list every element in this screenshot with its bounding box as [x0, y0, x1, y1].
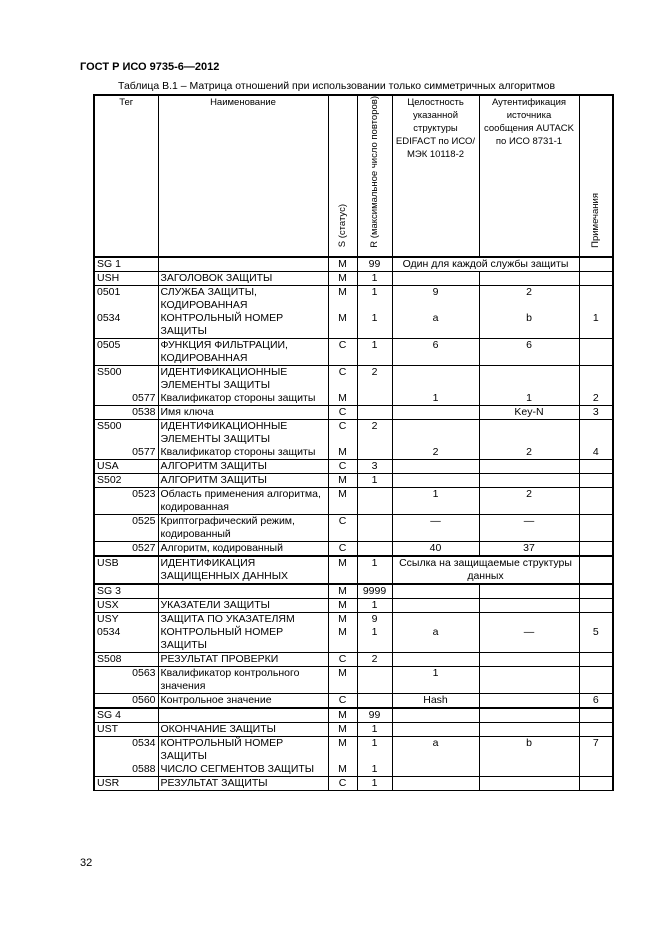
table-row: [94, 626, 613, 653]
auth-cell: [479, 652, 579, 666]
status-cell: M: [328, 446, 357, 460]
integrity-cell: [392, 459, 479, 473]
integrity-cell: [392, 763, 479, 777]
repeat-cell: [357, 514, 392, 541]
status-cell: M: [328, 556, 357, 584]
repeat-cell: [357, 666, 392, 693]
tag-cell: S502: [94, 473, 158, 487]
auth-cell: 1: [479, 392, 579, 406]
name-cell: Область применения алгоритма, кодированная: [158, 487, 328, 514]
name-cell: Квалификатор контрольного значения: [158, 666, 328, 693]
integrity-cell: 1: [392, 666, 479, 693]
auth-cell: [479, 666, 579, 693]
notes-cell: [579, 666, 613, 693]
name-cell: УКАЗАТЕЛИ ЗАЩИТЫ: [158, 598, 328, 612]
auth-cell: 2: [479, 487, 579, 514]
name-cell: Имя ключа: [158, 405, 328, 419]
repeat-cell: [357, 405, 392, 419]
name-cell: ОКОНЧАНИЕ ЗАЩИТЫ: [158, 722, 328, 736]
auth-cell: [479, 365, 579, 392]
status-cell: M: [328, 736, 357, 763]
status-cell: C: [328, 541, 357, 556]
col-repeat-header: [357, 95, 392, 257]
col-notes-label: Примечания: [590, 192, 602, 248]
integrity-cell: a: [392, 736, 479, 763]
tag-cell: 0560: [94, 693, 158, 708]
status-cell: C: [328, 365, 357, 392]
integrity-cell: [392, 419, 479, 446]
integrity-cell: 9: [392, 285, 479, 312]
tag-cell: 0501: [94, 285, 158, 312]
integrity-cell: [392, 722, 479, 736]
status-cell: M: [328, 584, 357, 599]
tag-cell: 0534: [94, 736, 158, 763]
notes-cell: [579, 598, 613, 612]
document-header: ГОСТ Р ИСО 9735-6—2012: [80, 61, 220, 73]
auth-cell: [479, 612, 579, 626]
repeat-cell: 3: [357, 459, 392, 473]
repeat-cell: 1: [357, 736, 392, 763]
tag-cell: 0534: [94, 626, 158, 653]
tag-cell: SG 1: [94, 257, 158, 272]
tag-cell: S508: [94, 652, 158, 666]
name-cell: [158, 708, 328, 723]
tag-cell: USA: [94, 459, 158, 473]
notes-cell: [579, 459, 613, 473]
auth-cell: [479, 419, 579, 446]
table-row: [94, 285, 613, 312]
name-cell: ИДЕНТИФИКАЦИОННЫЕ ЭЛЕМЕНТЫ ЗАЩИТЫ: [158, 365, 328, 392]
table-row: [94, 666, 613, 693]
table-row: [94, 312, 613, 339]
status-cell: C: [328, 776, 357, 790]
tag-cell: USX: [94, 598, 158, 612]
repeat-cell: 1: [357, 598, 392, 612]
tag-cell: 0577: [94, 392, 158, 406]
tag-cell: S500: [94, 365, 158, 392]
name-cell: ЧИСЛО СЕГМЕНТОВ ЗАЩИТЫ: [158, 763, 328, 777]
repeat-cell: 99: [357, 257, 392, 272]
table-caption: Таблица В.1 – Матрица отношений при использовании только симметричных алгоритмов: [118, 80, 556, 92]
repeat-cell: 2: [357, 365, 392, 392]
notes-cell: [579, 722, 613, 736]
tag-cell: USH: [94, 271, 158, 285]
col-repeat-label: R (максимальное число повторов): [369, 96, 380, 248]
name-cell: АЛГОРИТМ ЗАЩИТЫ: [158, 473, 328, 487]
status-cell: C: [328, 419, 357, 446]
name-cell: Контрольное значение: [158, 693, 328, 708]
table-row: [94, 365, 613, 392]
notes-cell: [579, 541, 613, 556]
repeat-cell: 2: [357, 652, 392, 666]
col-name-header: Наименование: [158, 95, 328, 257]
tag-cell: SG 4: [94, 708, 158, 723]
notes-cell: [579, 419, 613, 446]
integrity-cell: —: [392, 514, 479, 541]
table-row: [94, 541, 613, 556]
repeat-cell: 1: [357, 556, 392, 584]
integrity-cell: a: [392, 626, 479, 653]
auth-cell: 2: [479, 446, 579, 460]
repeat-cell: [357, 392, 392, 406]
tag-cell: 0527: [94, 541, 158, 556]
table-row: [94, 736, 613, 763]
table-row: [94, 271, 613, 285]
notes-cell: [579, 652, 613, 666]
repeat-cell: 1: [357, 285, 392, 312]
tag-cell: SG 3: [94, 584, 158, 599]
name-cell: СЛУЖБА ЗАЩИТЫ, КОДИРОВАННАЯ: [158, 285, 328, 312]
name-cell: КОНТРОЛЬНЫЙ НОМЕР ЗАЩИТЫ: [158, 312, 328, 339]
status-cell: C: [328, 459, 357, 473]
name-cell: КОНТРОЛЬНЫЙ НОМЕР ЗАЩИТЫ: [158, 626, 328, 653]
name-cell: Алгоритм, кодированный: [158, 541, 328, 556]
auth-cell: 2: [479, 285, 579, 312]
tag-cell: 0577: [94, 446, 158, 460]
tag-cell: 0505: [94, 338, 158, 365]
integrity-cell: [392, 776, 479, 790]
integrity-cell: 6: [392, 338, 479, 365]
notes-cell: [579, 708, 613, 723]
status-cell: M: [328, 708, 357, 723]
notes-cell: [579, 584, 613, 599]
auth-cell: 6: [479, 338, 579, 365]
notes-cell: [579, 612, 613, 626]
repeat-cell: 1: [357, 722, 392, 736]
status-cell: M: [328, 722, 357, 736]
repeat-cell: 2: [357, 419, 392, 446]
col-notes-header: [579, 95, 613, 257]
auth-cell: [479, 598, 579, 612]
integrity-cell: 2: [392, 446, 479, 460]
auth-cell: 37: [479, 541, 579, 556]
status-cell: C: [328, 514, 357, 541]
repeat-cell: 9999: [357, 584, 392, 599]
status-cell: C: [328, 693, 357, 708]
name-cell: ЗАЩИТА ПО УКАЗАТЕЛЯМ: [158, 612, 328, 626]
tag-cell: USB: [94, 556, 158, 584]
notes-cell: [579, 257, 613, 272]
notes-cell: 5: [579, 626, 613, 653]
status-cell: M: [328, 473, 357, 487]
notes-cell: 3: [579, 405, 613, 419]
status-cell: M: [328, 626, 357, 653]
repeat-cell: [357, 487, 392, 514]
col-tag-header: Тег: [94, 95, 158, 257]
auth-cell: —: [479, 626, 579, 653]
name-cell: Квалификатор стороны защиты: [158, 446, 328, 460]
integrity-cell: [392, 271, 479, 285]
relationship-matrix-table: [93, 94, 614, 791]
repeat-cell: [357, 693, 392, 708]
table-row: [94, 693, 613, 708]
status-cell: C: [328, 338, 357, 365]
auth-cell: b: [479, 736, 579, 763]
table-row: [94, 257, 613, 272]
status-cell: C: [328, 405, 357, 419]
integrity-cell: [392, 652, 479, 666]
status-cell: M: [328, 312, 357, 339]
repeat-cell: 1: [357, 473, 392, 487]
status-cell: M: [328, 271, 357, 285]
table-row: [94, 392, 613, 406]
header-row: [94, 95, 613, 257]
repeat-cell: 1: [357, 338, 392, 365]
name-cell: КОНТРОЛЬНЫЙ НОМЕР ЗАЩИТЫ: [158, 736, 328, 763]
table-row: [94, 446, 613, 460]
table-row: [94, 419, 613, 446]
name-cell: РЕЗУЛЬТАТ ПРОВЕРКИ: [158, 652, 328, 666]
status-cell: M: [328, 285, 357, 312]
col-auth-header: Аутентификация источника сообщения AUTACK по ИСО 8731-1: [479, 95, 579, 257]
tag-cell: USY: [94, 612, 158, 626]
tag-cell: USR: [94, 776, 158, 790]
status-cell: M: [328, 666, 357, 693]
notes-cell: [579, 285, 613, 312]
notes-cell: 7: [579, 736, 613, 763]
table-row: [94, 473, 613, 487]
tag-cell: 0525: [94, 514, 158, 541]
table-row: [94, 776, 613, 790]
status-cell: M: [328, 392, 357, 406]
repeat-cell: 1: [357, 626, 392, 653]
repeat-cell: 99: [357, 708, 392, 723]
col-status-header: [328, 95, 357, 257]
integrity-cell: [392, 708, 479, 723]
tag-cell: 0534: [94, 312, 158, 339]
table-row: [94, 338, 613, 365]
notes-cell: [579, 514, 613, 541]
status-cell: C: [328, 652, 357, 666]
tag-cell: S500: [94, 419, 158, 446]
integrity-cell: [392, 365, 479, 392]
table-row: [94, 584, 613, 599]
notes-cell: 4: [579, 446, 613, 460]
repeat-cell: [357, 541, 392, 556]
notes-cell: [579, 338, 613, 365]
name-cell: ИДЕНТИФИКАЦИЯ ЗАЩИЩЕННЫХ ДАННЫХ: [158, 556, 328, 584]
table-row: [94, 598, 613, 612]
auth-cell: [479, 722, 579, 736]
repeat-cell: 1: [357, 271, 392, 285]
tag-cell: 0588: [94, 763, 158, 777]
auth-cell: [479, 763, 579, 777]
name-cell: ФУНКЦИЯ ФИЛЬТРАЦИИ, КОДИРОВАННАЯ: [158, 338, 328, 365]
auth-cell: Key-N: [479, 405, 579, 419]
integrity-cell: Hash: [392, 693, 479, 708]
merged-cell: Ссылка на защищаемые структуры данных: [392, 556, 579, 584]
name-cell: АЛГОРИТМ ЗАЩИТЫ: [158, 459, 328, 473]
notes-cell: 1: [579, 312, 613, 339]
table-row: [94, 652, 613, 666]
table-row: [94, 708, 613, 723]
notes-cell: 2: [579, 392, 613, 406]
name-cell: РЕЗУЛЬТАТ ЗАЩИТЫ: [158, 776, 328, 790]
table-row: [94, 514, 613, 541]
tag-cell: 0563: [94, 666, 158, 693]
name-cell: [158, 584, 328, 599]
notes-cell: [579, 556, 613, 584]
table-row: [94, 722, 613, 736]
repeat-cell: 9: [357, 612, 392, 626]
name-cell: ИДЕНТИФИКАЦИОННЫЕ ЭЛЕМЕНТЫ ЗАЩИТЫ: [158, 419, 328, 446]
status-cell: M: [328, 598, 357, 612]
notes-cell: [579, 365, 613, 392]
auth-cell: [479, 708, 579, 723]
notes-cell: [579, 487, 613, 514]
integrity-cell: 1: [392, 487, 479, 514]
status-cell: M: [328, 763, 357, 777]
integrity-cell: 1: [392, 392, 479, 406]
notes-cell: [579, 776, 613, 790]
merged-cell: Один для каждой службы защиты: [392, 257, 579, 272]
auth-cell: [479, 271, 579, 285]
col-integrity-header: Целостность указанной структуры EDIFACT по ИСО/МЭК 10118-2: [392, 95, 479, 257]
notes-cell: [579, 271, 613, 285]
table-row: [94, 556, 613, 584]
repeat-cell: 1: [357, 776, 392, 790]
auth-cell: —: [479, 514, 579, 541]
auth-cell: b: [479, 312, 579, 339]
repeat-cell: [357, 446, 392, 460]
integrity-cell: [392, 473, 479, 487]
status-cell: M: [328, 257, 357, 272]
name-cell: [158, 257, 328, 272]
notes-cell: [579, 473, 613, 487]
repeat-cell: 1: [357, 312, 392, 339]
name-cell: ЗАГОЛОВОК ЗАЩИТЫ: [158, 271, 328, 285]
status-cell: M: [328, 487, 357, 514]
table-row: [94, 405, 613, 419]
name-cell: Криптографический режим, кодированный: [158, 514, 328, 541]
integrity-cell: [392, 612, 479, 626]
tag-cell: 0523: [94, 487, 158, 514]
table-row: [94, 459, 613, 473]
table-row: [94, 487, 613, 514]
tag-cell: 0538: [94, 405, 158, 419]
col-status-label: S (статус): [337, 204, 348, 248]
integrity-cell: a: [392, 312, 479, 339]
page-number: 32: [80, 857, 93, 869]
auth-cell: [479, 693, 579, 708]
auth-cell: [479, 459, 579, 473]
notes-cell: 6: [579, 693, 613, 708]
auth-cell: [479, 473, 579, 487]
status-cell: M: [328, 612, 357, 626]
repeat-cell: 1: [357, 763, 392, 777]
name-cell: Квалификатор стороны защиты: [158, 392, 328, 406]
integrity-cell: [392, 405, 479, 419]
auth-cell: [479, 776, 579, 790]
auth-cell: [479, 584, 579, 599]
integrity-cell: 40: [392, 541, 479, 556]
table-row: [94, 763, 613, 777]
tag-cell: UST: [94, 722, 158, 736]
notes-cell: [579, 763, 613, 777]
table-row: [94, 612, 613, 626]
integrity-cell: [392, 584, 479, 599]
integrity-cell: [392, 598, 479, 612]
